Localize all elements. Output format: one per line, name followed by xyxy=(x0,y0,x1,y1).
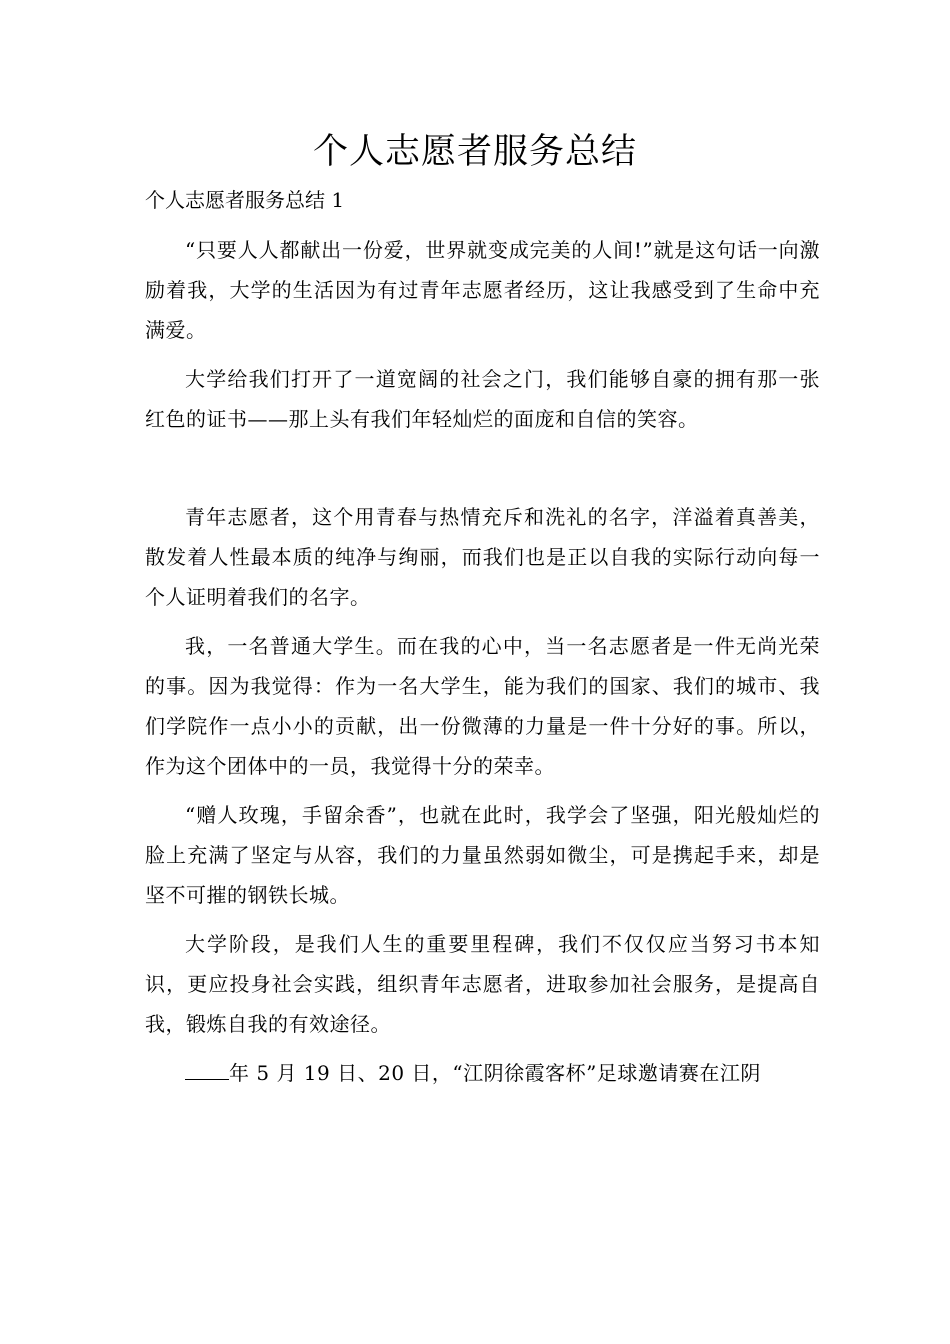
section-heading: 个人志愿者服务总结 1 xyxy=(145,188,345,212)
paragraph-6: 大学阶段，是我们人生的重要里程碑，我们不仅仅应当努习书本知识，更应投身社会实践，组织青年志愿者，进取参加社会服务，是提高自我，锻炼自我的有效途径。 xyxy=(145,932,820,1036)
paragraph-5: “赠人玫瑰，手留余香”，也就在此时，我学会了坚强，阳光般灿烂的脸上充满了坚定与从容，我们的力量虽然弱如微尘，可是携起手来，却是坚不可摧的钢铁长城。 xyxy=(145,803,820,907)
paragraph-4: 我，一名普通大学生。而在我的心中，当一名志愿者是一件无尚光荣的事。因为我觉得：作为一名大学生，能为我们的国家、我们的城市、我们学院作一点小小的贡献，出一份微薄的力量是一件十分好的事。所以，作为这个团体中的一员，我觉得十分的荣幸。 xyxy=(145,634,820,778)
paragraph-7 xyxy=(145,1053,820,1093)
paragraph-7-text: 年 5 月 19 日、20 日，“江阴徐霞客杯”足球邀请赛在江阴 xyxy=(229,1061,761,1085)
paragraph-3: 青年志愿者，这个用青春与热情充斥和洗礼的名字，洋溢着真善美，散发着人性最本质的纯净与绚丽，而我们也是正以自我的实际行动向每一个人证明着我们的名字。 xyxy=(145,505,820,609)
paragraph-2: 大学给我们打开了一道宽阔的社会之门，我们能够自豪的拥有那一张红色的证书——那上头有我们年轻灿烂的面庞和自信的笑容。 xyxy=(145,367,820,431)
document-title: 个人志愿者服务总结 xyxy=(312,132,637,172)
paragraph-1: “只要人人都献出一份爱，世界就变成完美的人间!”就是这句话一向激励着我，大学的生活因为有过青年志愿者经历，这让我感受到了生命中充满爱。 xyxy=(145,238,820,342)
document-body xyxy=(145,230,820,1102)
year-blank xyxy=(185,1057,229,1080)
